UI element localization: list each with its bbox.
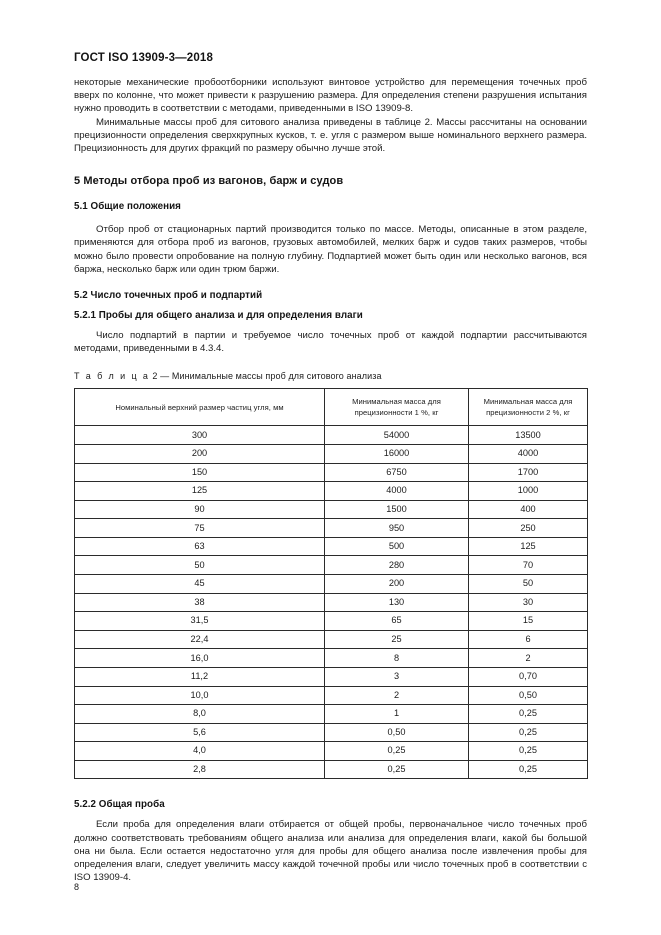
cell-mass-precision-1: 25 bbox=[325, 630, 469, 649]
table-row bbox=[75, 593, 588, 612]
cell-mass-precision-2: 70 bbox=[469, 556, 588, 575]
cell-nominal-size: 125 bbox=[75, 482, 325, 501]
cell-mass-precision-1: 65 bbox=[325, 612, 469, 631]
table-row bbox=[75, 500, 588, 519]
cell-mass-precision-2: 30 bbox=[469, 593, 588, 612]
table-row bbox=[75, 649, 588, 668]
table-row bbox=[75, 426, 588, 445]
cell-nominal-size: 22,4 bbox=[75, 630, 325, 649]
cell-nominal-size: 63 bbox=[75, 537, 325, 556]
cell-mass-precision-2: 6 bbox=[469, 630, 588, 649]
cell-nominal-size: 10,0 bbox=[75, 686, 325, 705]
cell-nominal-size: 200 bbox=[75, 445, 325, 464]
table-row bbox=[75, 575, 588, 594]
cell-mass-precision-2: 0,25 bbox=[469, 760, 588, 779]
heading-clause-5-2-1: 5.2.1 Пробы для общего анализа и для определения влаги bbox=[74, 310, 363, 322]
cell-mass-precision-2: 15 bbox=[469, 612, 588, 631]
cell-nominal-size: 38 bbox=[75, 593, 325, 612]
heading-clause-5-2-2: 5.2.2 Общая проба bbox=[74, 799, 165, 811]
table-caption-title: Минимальные массы проб для ситового анализа bbox=[171, 371, 382, 382]
cell-nominal-size: 5,6 bbox=[75, 723, 325, 742]
cell-nominal-size: 31,5 bbox=[75, 612, 325, 631]
table-row bbox=[75, 556, 588, 575]
cell-mass-precision-1: 2 bbox=[325, 686, 469, 705]
table-2-minimal-sample-masses bbox=[74, 388, 588, 779]
table-body bbox=[75, 426, 588, 779]
cell-nominal-size: 2,8 bbox=[75, 760, 325, 779]
table-row bbox=[75, 742, 588, 761]
column-header-mass-precision-1: Минимальная масса для прецизионности 1 %, кг bbox=[325, 389, 469, 426]
cell-mass-precision-2: 0,25 bbox=[469, 723, 588, 742]
cell-mass-precision-1: 950 bbox=[325, 519, 469, 538]
heading-clause-5-1: 5.1 Общие положения bbox=[74, 201, 181, 213]
cell-mass-precision-1: 16000 bbox=[325, 445, 469, 464]
table-row bbox=[75, 705, 588, 724]
cell-mass-precision-2: 125 bbox=[469, 537, 588, 556]
cell-nominal-size: 8,0 bbox=[75, 705, 325, 724]
cell-mass-precision-1: 500 bbox=[325, 537, 469, 556]
table-2-caption bbox=[74, 371, 587, 381]
cell-mass-precision-2: 1700 bbox=[469, 463, 588, 482]
table-row bbox=[75, 630, 588, 649]
cell-mass-precision-1: 0,25 bbox=[325, 742, 469, 761]
paragraph-minimal-masses: Минимальные массы проб для ситового анализа приведены в таблице 2. Массы рассчитаны на основании прецизионности определения сверхкрупных кусков, т. е. угля с размером выше номинального верхнего размера. Прецизионность для других фракций по размеру обычно лучше этой. bbox=[74, 116, 587, 155]
cell-mass-precision-2: 50 bbox=[469, 575, 588, 594]
cell-nominal-size: 300 bbox=[75, 426, 325, 445]
cell-mass-precision-1: 3 bbox=[325, 667, 469, 686]
running-head: ГОСТ ISO 13909-3—2018 bbox=[74, 52, 213, 64]
cell-mass-precision-1: 54000 bbox=[325, 426, 469, 445]
table-row bbox=[75, 686, 588, 705]
table-row bbox=[75, 482, 588, 501]
cell-mass-precision-2: 2 bbox=[469, 649, 588, 668]
cell-mass-precision-1: 4000 bbox=[325, 482, 469, 501]
table-caption-dash: — bbox=[160, 371, 170, 382]
cell-mass-precision-1: 8 bbox=[325, 649, 469, 668]
cell-mass-precision-2: 0,25 bbox=[469, 705, 588, 724]
heading-clause-5-2: 5.2 Число точечных проб и подпартий bbox=[74, 290, 263, 302]
paragraph-clause-5-2-2: Если проба для определения влаги отбирается от общей пробы, первоначальное число точечных проб должно соответствовать требованиям общего анализа или анализа для определения влаги, какой бы большой она ни была. Если остается недостаточно угля для пробы для общего анализа после извлечения пробы для определения влаги, следует увеличить массу каждой точечной пробы или число точечных проб в соответствии с ISO 13909-4. bbox=[74, 819, 587, 884]
cell-mass-precision-1: 1500 bbox=[325, 500, 469, 519]
paragraph-clause-5-2-1: Число подпартий в партии и требуемое число точечных проб от каждой подпартии рассчитываются методами, приведенными в 4.3.4. bbox=[74, 330, 587, 355]
cell-mass-precision-2: 250 bbox=[469, 519, 588, 538]
cell-mass-precision-1: 0,25 bbox=[325, 760, 469, 779]
cell-nominal-size: 50 bbox=[75, 556, 325, 575]
cell-nominal-size: 75 bbox=[75, 519, 325, 538]
cell-mass-precision-2: 0,25 bbox=[469, 742, 588, 761]
cell-mass-precision-1: 1 bbox=[325, 705, 469, 724]
cell-nominal-size: 11,2 bbox=[75, 667, 325, 686]
table-header bbox=[75, 389, 588, 426]
table-caption-number: 2 bbox=[152, 371, 158, 382]
table-row bbox=[75, 519, 588, 538]
cell-mass-precision-2: 400 bbox=[469, 500, 588, 519]
cell-mass-precision-1: 0,50 bbox=[325, 723, 469, 742]
paragraph-continuation: некоторые механические пробоотборники используют винтовое устройство для перемещения точечных проб вверх по колонне, что может привести к разрушению размера. Для определения степени разрушения испытания нужно проводить в соответствии с методами, приведенными в ISO 13909-8. bbox=[74, 77, 587, 115]
column-header-mass-precision-2: Минимальная масса для прецизионности 2 %, кг bbox=[469, 389, 588, 426]
cell-mass-precision-1: 6750 bbox=[325, 463, 469, 482]
table-row bbox=[75, 445, 588, 464]
cell-mass-precision-2: 13500 bbox=[469, 426, 588, 445]
cell-nominal-size: 150 bbox=[75, 463, 325, 482]
heading-clause-5: 5 Методы отбора проб из вагонов, барж и судов bbox=[74, 175, 344, 188]
table-header-row bbox=[75, 389, 588, 426]
table-row bbox=[75, 612, 588, 631]
cell-nominal-size: 4,0 bbox=[75, 742, 325, 761]
paragraph-clause-5-1: Отбор проб от стационарных партий производится только по массе. Методы, описанные в этом разделе, применяются для отбора проб из вагонов, грузовых автомобилей, мелких барж и судов таких размеров, чтобы можно было провести опробование на полную глубину. Подпартией может быть один или несколько вагонов, вся баржа, несколько барж или один трюм баржи. bbox=[74, 224, 587, 275]
table-row bbox=[75, 463, 588, 482]
page-number: 8 bbox=[74, 882, 80, 892]
table-row bbox=[75, 537, 588, 556]
cell-mass-precision-1: 280 bbox=[325, 556, 469, 575]
cell-mass-precision-2: 4000 bbox=[469, 445, 588, 464]
table-caption-label: Т а б л и ц а bbox=[74, 371, 150, 382]
table-row bbox=[75, 723, 588, 742]
cell-mass-precision-1: 130 bbox=[325, 593, 469, 612]
column-header-nominal-size: Номинальный верхний размер частиц угля, мм bbox=[75, 389, 325, 426]
table-row bbox=[75, 667, 588, 686]
cell-mass-precision-2: 1000 bbox=[469, 482, 588, 501]
page-content bbox=[74, 0, 587, 884]
cell-mass-precision-1: 200 bbox=[325, 575, 469, 594]
cell-nominal-size: 16,0 bbox=[75, 649, 325, 668]
cell-mass-precision-2: 0,70 bbox=[469, 667, 588, 686]
cell-mass-precision-2: 0,50 bbox=[469, 686, 588, 705]
cell-nominal-size: 90 bbox=[75, 500, 325, 519]
table-row bbox=[75, 760, 588, 779]
cell-nominal-size: 45 bbox=[75, 575, 325, 594]
